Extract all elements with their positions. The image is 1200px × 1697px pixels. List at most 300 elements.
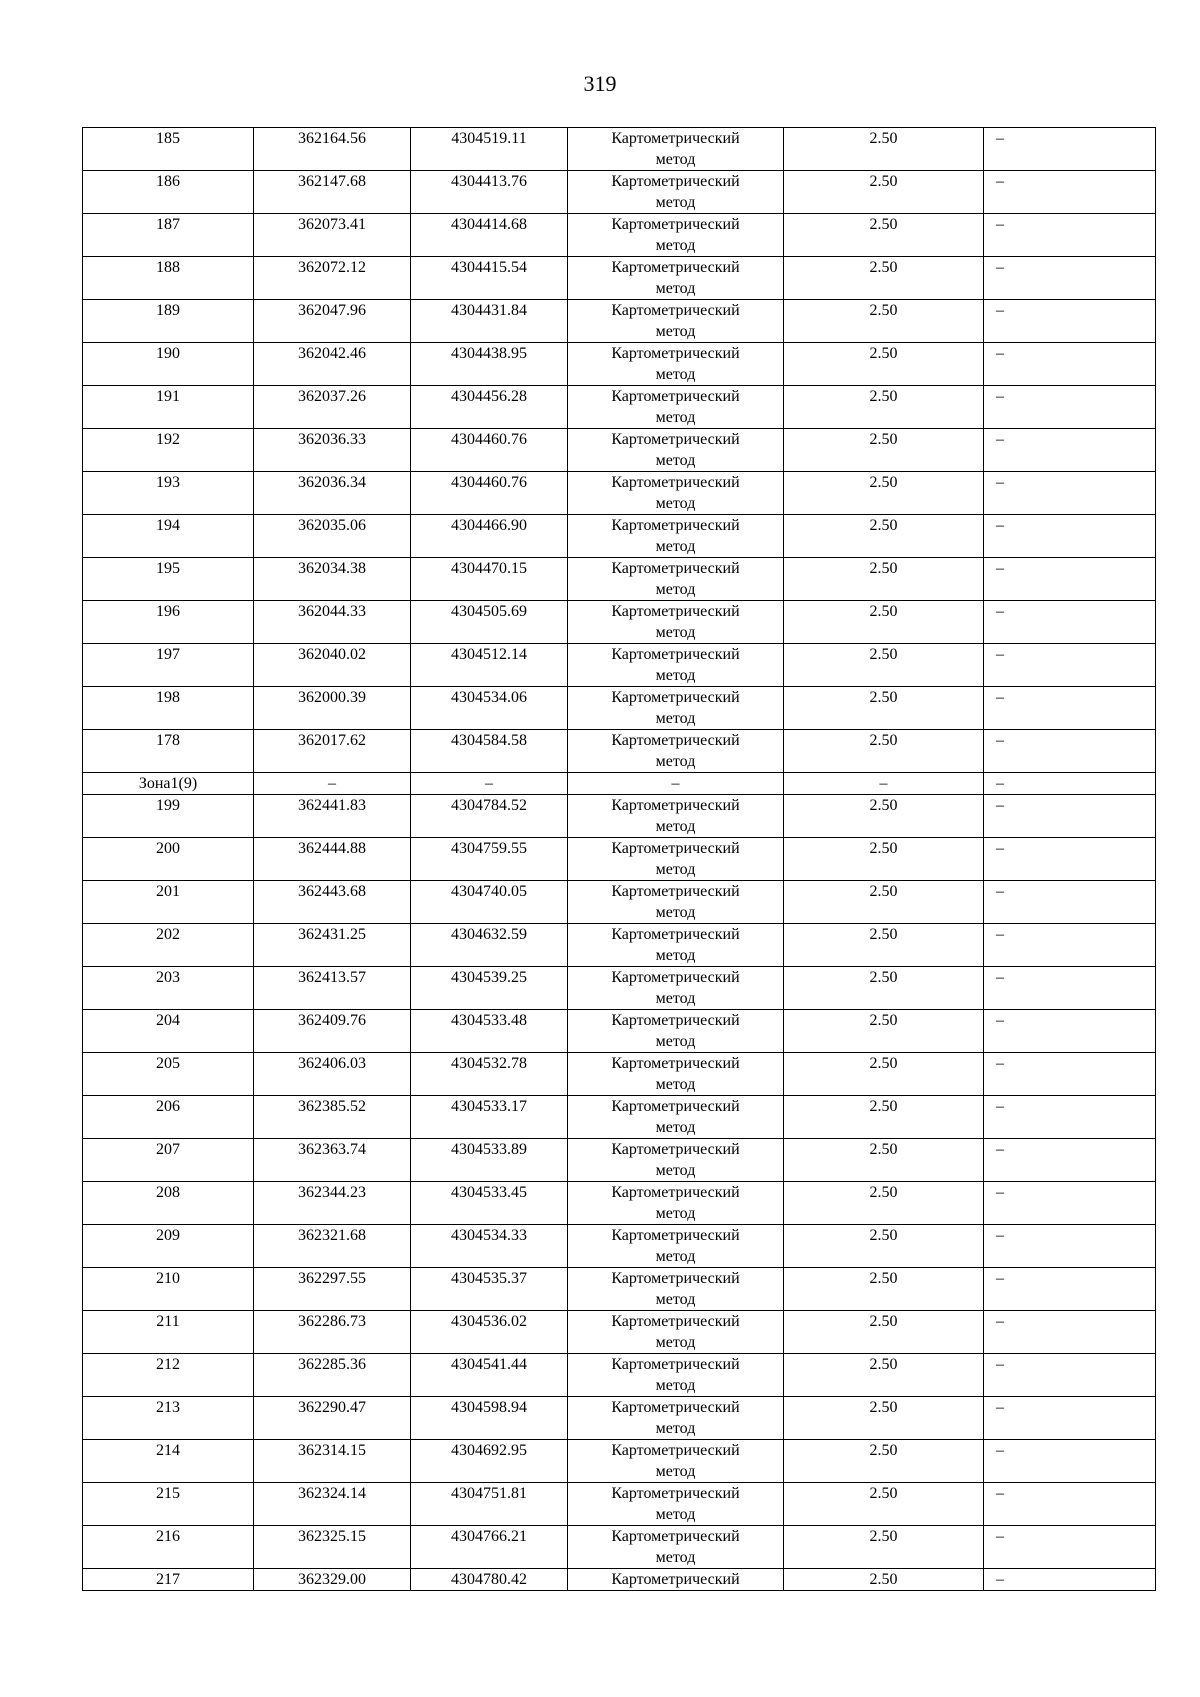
- y-coordinate-cell: 4304533.89: [411, 1139, 568, 1182]
- note-cell: –: [984, 558, 1156, 601]
- x-coordinate-cell: 362036.33: [254, 429, 411, 472]
- point-id-cell: Зона1(9): [83, 773, 254, 795]
- method-text-line: метод: [655, 409, 696, 426]
- x-coordinate-cell: 362073.41: [254, 214, 411, 257]
- table-row: [83, 1010, 1156, 1053]
- point-id-cell: 199: [83, 795, 254, 838]
- note-cell: –: [984, 429, 1156, 472]
- method-text-line: Картометрический: [611, 732, 740, 749]
- x-coordinate-cell: 362042.46: [254, 343, 411, 386]
- x-coordinate-cell: 362285.36: [254, 1354, 411, 1397]
- accuracy-cell: 2.50: [784, 214, 984, 257]
- point-id-cell: 201: [83, 881, 254, 924]
- x-coordinate-cell: 362047.96: [254, 300, 411, 343]
- point-id-cell: 217: [83, 1569, 254, 1591]
- method-cell: [568, 1139, 784, 1182]
- method-text-line: Картометрический: [611, 259, 740, 276]
- note-cell: –: [984, 171, 1156, 214]
- table-row: [83, 1096, 1156, 1139]
- note-cell: –: [984, 1225, 1156, 1268]
- point-id-cell: 211: [83, 1311, 254, 1354]
- method-text-line: метод: [655, 151, 696, 168]
- method-text-line: метод: [655, 1549, 696, 1566]
- method-text-line: метод: [655, 1119, 696, 1136]
- method-text-line: Картометрический: [611, 840, 740, 857]
- x-coordinate-cell: 362037.26: [254, 386, 411, 429]
- method-cell: [568, 1096, 784, 1139]
- table-row: [83, 128, 1156, 171]
- table-row: [83, 1053, 1156, 1096]
- method-text-line: метод: [655, 753, 696, 770]
- y-coordinate-cell: 4304413.76: [411, 171, 568, 214]
- note-cell: –: [984, 515, 1156, 558]
- point-id-cell: 209: [83, 1225, 254, 1268]
- point-id-cell: 202: [83, 924, 254, 967]
- method-text-line: метод: [655, 1033, 696, 1050]
- y-coordinate-cell: –: [411, 773, 568, 795]
- x-coordinate-cell: 362040.02: [254, 644, 411, 687]
- table-row: [83, 795, 1156, 838]
- point-id-cell: 215: [83, 1483, 254, 1526]
- accuracy-cell: 2.50: [784, 881, 984, 924]
- accuracy-cell: 2.50: [784, 472, 984, 515]
- x-coordinate-cell: –: [254, 773, 411, 795]
- accuracy-cell: 2.50: [784, 1225, 984, 1268]
- method-cell: [568, 644, 784, 687]
- accuracy-cell: 2.50: [784, 795, 984, 838]
- y-coordinate-cell: 4304466.90: [411, 515, 568, 558]
- y-coordinate-cell: 4304532.78: [411, 1053, 568, 1096]
- table-row: [83, 515, 1156, 558]
- x-coordinate-cell: 362044.33: [254, 601, 411, 644]
- note-cell: –: [984, 795, 1156, 838]
- y-coordinate-cell: 4304536.02: [411, 1311, 568, 1354]
- table-row: [83, 1440, 1156, 1483]
- accuracy-cell: 2.50: [784, 515, 984, 558]
- note-cell: –: [984, 967, 1156, 1010]
- note-cell: –: [984, 1311, 1156, 1354]
- accuracy-cell: 2.50: [784, 1182, 984, 1225]
- accuracy-cell: 2.50: [784, 1139, 984, 1182]
- method-text-line: Картометрический: [611, 1399, 740, 1416]
- method-cell: [568, 1311, 784, 1354]
- method-cell: [568, 558, 784, 601]
- method-text-line: Картометрический: [611, 603, 740, 620]
- method-text-line: метод: [655, 1076, 696, 1093]
- note-cell: –: [984, 644, 1156, 687]
- method-text-line: Картометрический: [611, 926, 740, 943]
- note-cell: –: [984, 1182, 1156, 1225]
- y-coordinate-cell: 4304598.94: [411, 1397, 568, 1440]
- note-cell: –: [984, 1096, 1156, 1139]
- method-cell: [568, 257, 784, 300]
- method-text-line: Картометрический: [611, 646, 740, 663]
- point-id-cell: 185: [83, 128, 254, 171]
- x-coordinate-cell: 362036.34: [254, 472, 411, 515]
- accuracy-cell: 2.50: [784, 558, 984, 601]
- method-cell: [568, 171, 784, 214]
- method-text-line: метод: [655, 667, 696, 684]
- point-id-cell: 207: [83, 1139, 254, 1182]
- method-text-line: Картометрический: [611, 1356, 740, 1373]
- note-cell: –: [984, 1569, 1156, 1591]
- method-text-line: Картометрический: [611, 1270, 740, 1287]
- x-coordinate-cell: 362314.15: [254, 1440, 411, 1483]
- y-coordinate-cell: 4304535.37: [411, 1268, 568, 1311]
- method-text-line: метод: [655, 1420, 696, 1437]
- table-row: [83, 1268, 1156, 1311]
- note-cell: –: [984, 1010, 1156, 1053]
- accuracy-cell: 2.50: [784, 687, 984, 730]
- x-coordinate-cell: 362035.06: [254, 515, 411, 558]
- x-coordinate-cell: 362286.73: [254, 1311, 411, 1354]
- table-row: [83, 687, 1156, 730]
- x-coordinate-cell: 362406.03: [254, 1053, 411, 1096]
- accuracy-cell: 2.50: [784, 1440, 984, 1483]
- point-id-cell: 216: [83, 1526, 254, 1569]
- method-text-line: метод: [655, 194, 696, 211]
- method-text-line: метод: [655, 1334, 696, 1351]
- method-cell: [568, 343, 784, 386]
- method-text-line: Картометрический: [611, 1485, 740, 1502]
- y-coordinate-cell: 4304541.44: [411, 1354, 568, 1397]
- method-cell: [568, 515, 784, 558]
- note-cell: –: [984, 1440, 1156, 1483]
- y-coordinate-cell: 4304460.76: [411, 429, 568, 472]
- method-text-line: метод: [655, 323, 696, 340]
- x-coordinate-cell: 362017.62: [254, 730, 411, 773]
- y-coordinate-cell: 4304534.33: [411, 1225, 568, 1268]
- table-row: [83, 924, 1156, 967]
- x-coordinate-cell: 362072.12: [254, 257, 411, 300]
- accuracy-cell: 2.50: [784, 1569, 984, 1591]
- note-cell: –: [984, 1526, 1156, 1569]
- y-coordinate-cell: 4304533.17: [411, 1096, 568, 1139]
- point-id-cell: 214: [83, 1440, 254, 1483]
- method-cell: [568, 795, 784, 838]
- method-cell: [568, 1182, 784, 1225]
- x-coordinate-cell: 362000.39: [254, 687, 411, 730]
- method-text-line: –: [671, 775, 680, 792]
- y-coordinate-cell: 4304692.95: [411, 1440, 568, 1483]
- table-row: [83, 1225, 1156, 1268]
- method-cell: [568, 601, 784, 644]
- accuracy-cell: 2.50: [784, 1268, 984, 1311]
- accuracy-cell: 2.50: [784, 838, 984, 881]
- method-text-line: Картометрический: [611, 1227, 740, 1244]
- accuracy-cell: 2.50: [784, 429, 984, 472]
- x-coordinate-cell: 362385.52: [254, 1096, 411, 1139]
- method-cell: [568, 429, 784, 472]
- method-cell: [568, 838, 784, 881]
- method-cell: [568, 214, 784, 257]
- point-id-cell: 198: [83, 687, 254, 730]
- y-coordinate-cell: 4304766.21: [411, 1526, 568, 1569]
- method-cell: [568, 730, 784, 773]
- method-text-line: Картометрический: [611, 1098, 740, 1115]
- method-text-line: Картометрический: [611, 1055, 740, 1072]
- method-cell: [568, 1268, 784, 1311]
- y-coordinate-cell: 4304632.59: [411, 924, 568, 967]
- accuracy-cell: 2.50: [784, 1053, 984, 1096]
- table-row: [83, 730, 1156, 773]
- note-cell: –: [984, 300, 1156, 343]
- y-coordinate-cell: 4304751.81: [411, 1483, 568, 1526]
- accuracy-cell: 2.50: [784, 171, 984, 214]
- method-cell: [568, 386, 784, 429]
- note-cell: –: [984, 472, 1156, 515]
- y-coordinate-cell: 4304470.15: [411, 558, 568, 601]
- method-text-line: Картометрический: [611, 474, 740, 491]
- accuracy-cell: 2.50: [784, 644, 984, 687]
- point-id-cell: 203: [83, 967, 254, 1010]
- zone-row: [83, 773, 1156, 795]
- x-coordinate-cell: 362147.68: [254, 171, 411, 214]
- method-cell: [568, 773, 784, 795]
- method-cell: [568, 1225, 784, 1268]
- method-cell: [568, 128, 784, 171]
- method-text-line: Картометрический: [611, 1141, 740, 1158]
- method-cell: [568, 881, 784, 924]
- y-coordinate-cell: 4304533.45: [411, 1182, 568, 1225]
- method-text-line: метод: [655, 495, 696, 512]
- method-cell: [568, 1526, 784, 1569]
- note-cell: –: [984, 1268, 1156, 1311]
- y-coordinate-cell: 4304533.48: [411, 1010, 568, 1053]
- y-coordinate-cell: 4304534.06: [411, 687, 568, 730]
- table-row: [83, 1354, 1156, 1397]
- accuracy-cell: 2.50: [784, 386, 984, 429]
- x-coordinate-cell: 362329.00: [254, 1569, 411, 1591]
- x-coordinate-cell: 362344.23: [254, 1182, 411, 1225]
- y-coordinate-cell: 4304539.25: [411, 967, 568, 1010]
- x-coordinate-cell: 362321.68: [254, 1225, 411, 1268]
- point-id-cell: 204: [83, 1010, 254, 1053]
- accuracy-cell: 2.50: [784, 1526, 984, 1569]
- point-id-cell: 190: [83, 343, 254, 386]
- method-text-line: метод: [655, 947, 696, 964]
- method-text-line: метод: [655, 280, 696, 297]
- accuracy-cell: 2.50: [784, 343, 984, 386]
- table-row: [83, 214, 1156, 257]
- method-text-line: метод: [655, 1291, 696, 1308]
- y-coordinate-cell: 4304519.11: [411, 128, 568, 171]
- table-row: [83, 343, 1156, 386]
- x-coordinate-cell: 362444.88: [254, 838, 411, 881]
- method-cell: [568, 1397, 784, 1440]
- method-text-line: метод: [655, 904, 696, 921]
- method-cell: [568, 1440, 784, 1483]
- method-cell: [568, 1483, 784, 1526]
- accuracy-cell: 2.50: [784, 967, 984, 1010]
- table-row: [83, 257, 1156, 300]
- accuracy-cell: 2.50: [784, 1311, 984, 1354]
- note-cell: –: [984, 1053, 1156, 1096]
- y-coordinate-cell: 4304460.76: [411, 472, 568, 515]
- method-text-line: метод: [655, 581, 696, 598]
- method-text-line: метод: [655, 1506, 696, 1523]
- method-cell: [568, 1354, 784, 1397]
- method-cell: [568, 687, 784, 730]
- table-row: [83, 472, 1156, 515]
- y-coordinate-cell: 4304784.52: [411, 795, 568, 838]
- note-cell: –: [984, 257, 1156, 300]
- point-id-cell: 196: [83, 601, 254, 644]
- accuracy-cell: 2.50: [784, 1096, 984, 1139]
- method-text-line: Картометрический: [611, 969, 740, 986]
- method-text-line: Картометрический: [611, 1184, 740, 1201]
- method-text-line: Картометрический: [611, 302, 740, 319]
- point-id-cell: 188: [83, 257, 254, 300]
- point-id-cell: 208: [83, 1182, 254, 1225]
- y-coordinate-cell: 4304414.68: [411, 214, 568, 257]
- y-coordinate-cell: 4304780.42: [411, 1569, 568, 1591]
- x-coordinate-cell: 362441.83: [254, 795, 411, 838]
- method-cell: [568, 300, 784, 343]
- method-text-line: метод: [655, 624, 696, 641]
- y-coordinate-cell: 4304431.84: [411, 300, 568, 343]
- accuracy-cell: 2.50: [784, 1397, 984, 1440]
- point-id-cell: 192: [83, 429, 254, 472]
- method-text-line: Картометрический: [611, 431, 740, 448]
- method-text-line: Картометрический: [611, 517, 740, 534]
- method-text-line: Картометрический: [611, 345, 740, 362]
- method-text-line: Картометрический: [611, 1313, 740, 1330]
- point-id-cell: 191: [83, 386, 254, 429]
- method-cell: [568, 1053, 784, 1096]
- method-text-line: Картометрический: [611, 1442, 740, 1459]
- point-id-cell: 197: [83, 644, 254, 687]
- note-cell: –: [984, 343, 1156, 386]
- table-row: [83, 644, 1156, 687]
- table-row: [83, 1526, 1156, 1569]
- method-text-line: Картометрический: [611, 1012, 740, 1029]
- point-id-cell: 200: [83, 838, 254, 881]
- point-id-cell: 189: [83, 300, 254, 343]
- table-row: [83, 967, 1156, 1010]
- coordinates-table: [82, 127, 1156, 1591]
- method-text-line: метод: [655, 1463, 696, 1480]
- method-text-line: метод: [655, 818, 696, 835]
- table-row: [83, 1569, 1156, 1591]
- x-coordinate-cell: 362363.74: [254, 1139, 411, 1182]
- method-text-line: Картометрический: [611, 1571, 740, 1588]
- note-cell: –: [984, 730, 1156, 773]
- method-text-line: метод: [655, 237, 696, 254]
- table-row: [83, 1311, 1156, 1354]
- x-coordinate-cell: 362297.55: [254, 1268, 411, 1311]
- method-text-line: Картометрический: [611, 560, 740, 577]
- y-coordinate-cell: 4304584.58: [411, 730, 568, 773]
- method-cell: [568, 1010, 784, 1053]
- x-coordinate-cell: 362034.38: [254, 558, 411, 601]
- note-cell: –: [984, 1354, 1156, 1397]
- note-cell: –: [984, 881, 1156, 924]
- method-text-line: Картометрический: [611, 388, 740, 405]
- x-coordinate-cell: 362431.25: [254, 924, 411, 967]
- method-text-line: метод: [655, 452, 696, 469]
- x-coordinate-cell: 362443.68: [254, 881, 411, 924]
- table-row: [83, 601, 1156, 644]
- method-text-line: метод: [655, 1205, 696, 1222]
- point-id-cell: 194: [83, 515, 254, 558]
- table-row: [83, 386, 1156, 429]
- accuracy-cell: –: [784, 773, 984, 795]
- method-text-line: метод: [655, 1248, 696, 1265]
- note-cell: –: [984, 214, 1156, 257]
- y-coordinate-cell: 4304438.95: [411, 343, 568, 386]
- table-row: [83, 558, 1156, 601]
- accuracy-cell: 2.50: [784, 257, 984, 300]
- y-coordinate-cell: 4304759.55: [411, 838, 568, 881]
- point-id-cell: 206: [83, 1096, 254, 1139]
- x-coordinate-cell: 362413.57: [254, 967, 411, 1010]
- note-cell: –: [984, 687, 1156, 730]
- point-id-cell: 195: [83, 558, 254, 601]
- method-cell: [568, 924, 784, 967]
- note-cell: –: [984, 601, 1156, 644]
- method-cell: [568, 1569, 784, 1591]
- method-text-line: Картометрический: [611, 883, 740, 900]
- method-text-line: Картометрический: [611, 216, 740, 233]
- method-text-line: Картометрический: [611, 1528, 740, 1545]
- x-coordinate-cell: 362409.76: [254, 1010, 411, 1053]
- note-cell: –: [984, 924, 1156, 967]
- note-cell: –: [984, 386, 1156, 429]
- method-text-line: метод: [655, 990, 696, 1007]
- method-text-line: метод: [655, 710, 696, 727]
- note-cell: –: [984, 1397, 1156, 1440]
- method-text-line: Картометрический: [611, 689, 740, 706]
- table-row: [83, 300, 1156, 343]
- point-id-cell: 193: [83, 472, 254, 515]
- y-coordinate-cell: 4304512.14: [411, 644, 568, 687]
- note-cell: –: [984, 1483, 1156, 1526]
- method-text-line: Картометрический: [611, 173, 740, 190]
- method-text-line: метод: [655, 1377, 696, 1394]
- method-text-line: Картометрический: [611, 130, 740, 147]
- accuracy-cell: 2.50: [784, 924, 984, 967]
- accuracy-cell: 2.50: [784, 601, 984, 644]
- method-cell: [568, 472, 784, 515]
- point-id-cell: 186: [83, 171, 254, 214]
- table-row: [83, 1139, 1156, 1182]
- point-id-cell: 187: [83, 214, 254, 257]
- note-cell: –: [984, 1139, 1156, 1182]
- x-coordinate-cell: 362290.47: [254, 1397, 411, 1440]
- accuracy-cell: 2.50: [784, 1354, 984, 1397]
- table-row: [83, 1397, 1156, 1440]
- table-row: [83, 429, 1156, 472]
- table-row: [83, 1483, 1156, 1526]
- y-coordinate-cell: 4304456.28: [411, 386, 568, 429]
- x-coordinate-cell: 362324.14: [254, 1483, 411, 1526]
- x-coordinate-cell: 362325.15: [254, 1526, 411, 1569]
- method-text-line: Картометрический: [611, 797, 740, 814]
- accuracy-cell: 2.50: [784, 730, 984, 773]
- note-cell: –: [984, 838, 1156, 881]
- method-cell: [568, 967, 784, 1010]
- y-coordinate-cell: 4304505.69: [411, 601, 568, 644]
- accuracy-cell: 2.50: [784, 300, 984, 343]
- coordinates-table-body: [83, 128, 1156, 1591]
- table-row: [83, 171, 1156, 214]
- table-row: [83, 1182, 1156, 1225]
- accuracy-cell: 2.50: [784, 1010, 984, 1053]
- method-text-line: метод: [655, 861, 696, 878]
- point-id-cell: 205: [83, 1053, 254, 1096]
- table-row: [83, 838, 1156, 881]
